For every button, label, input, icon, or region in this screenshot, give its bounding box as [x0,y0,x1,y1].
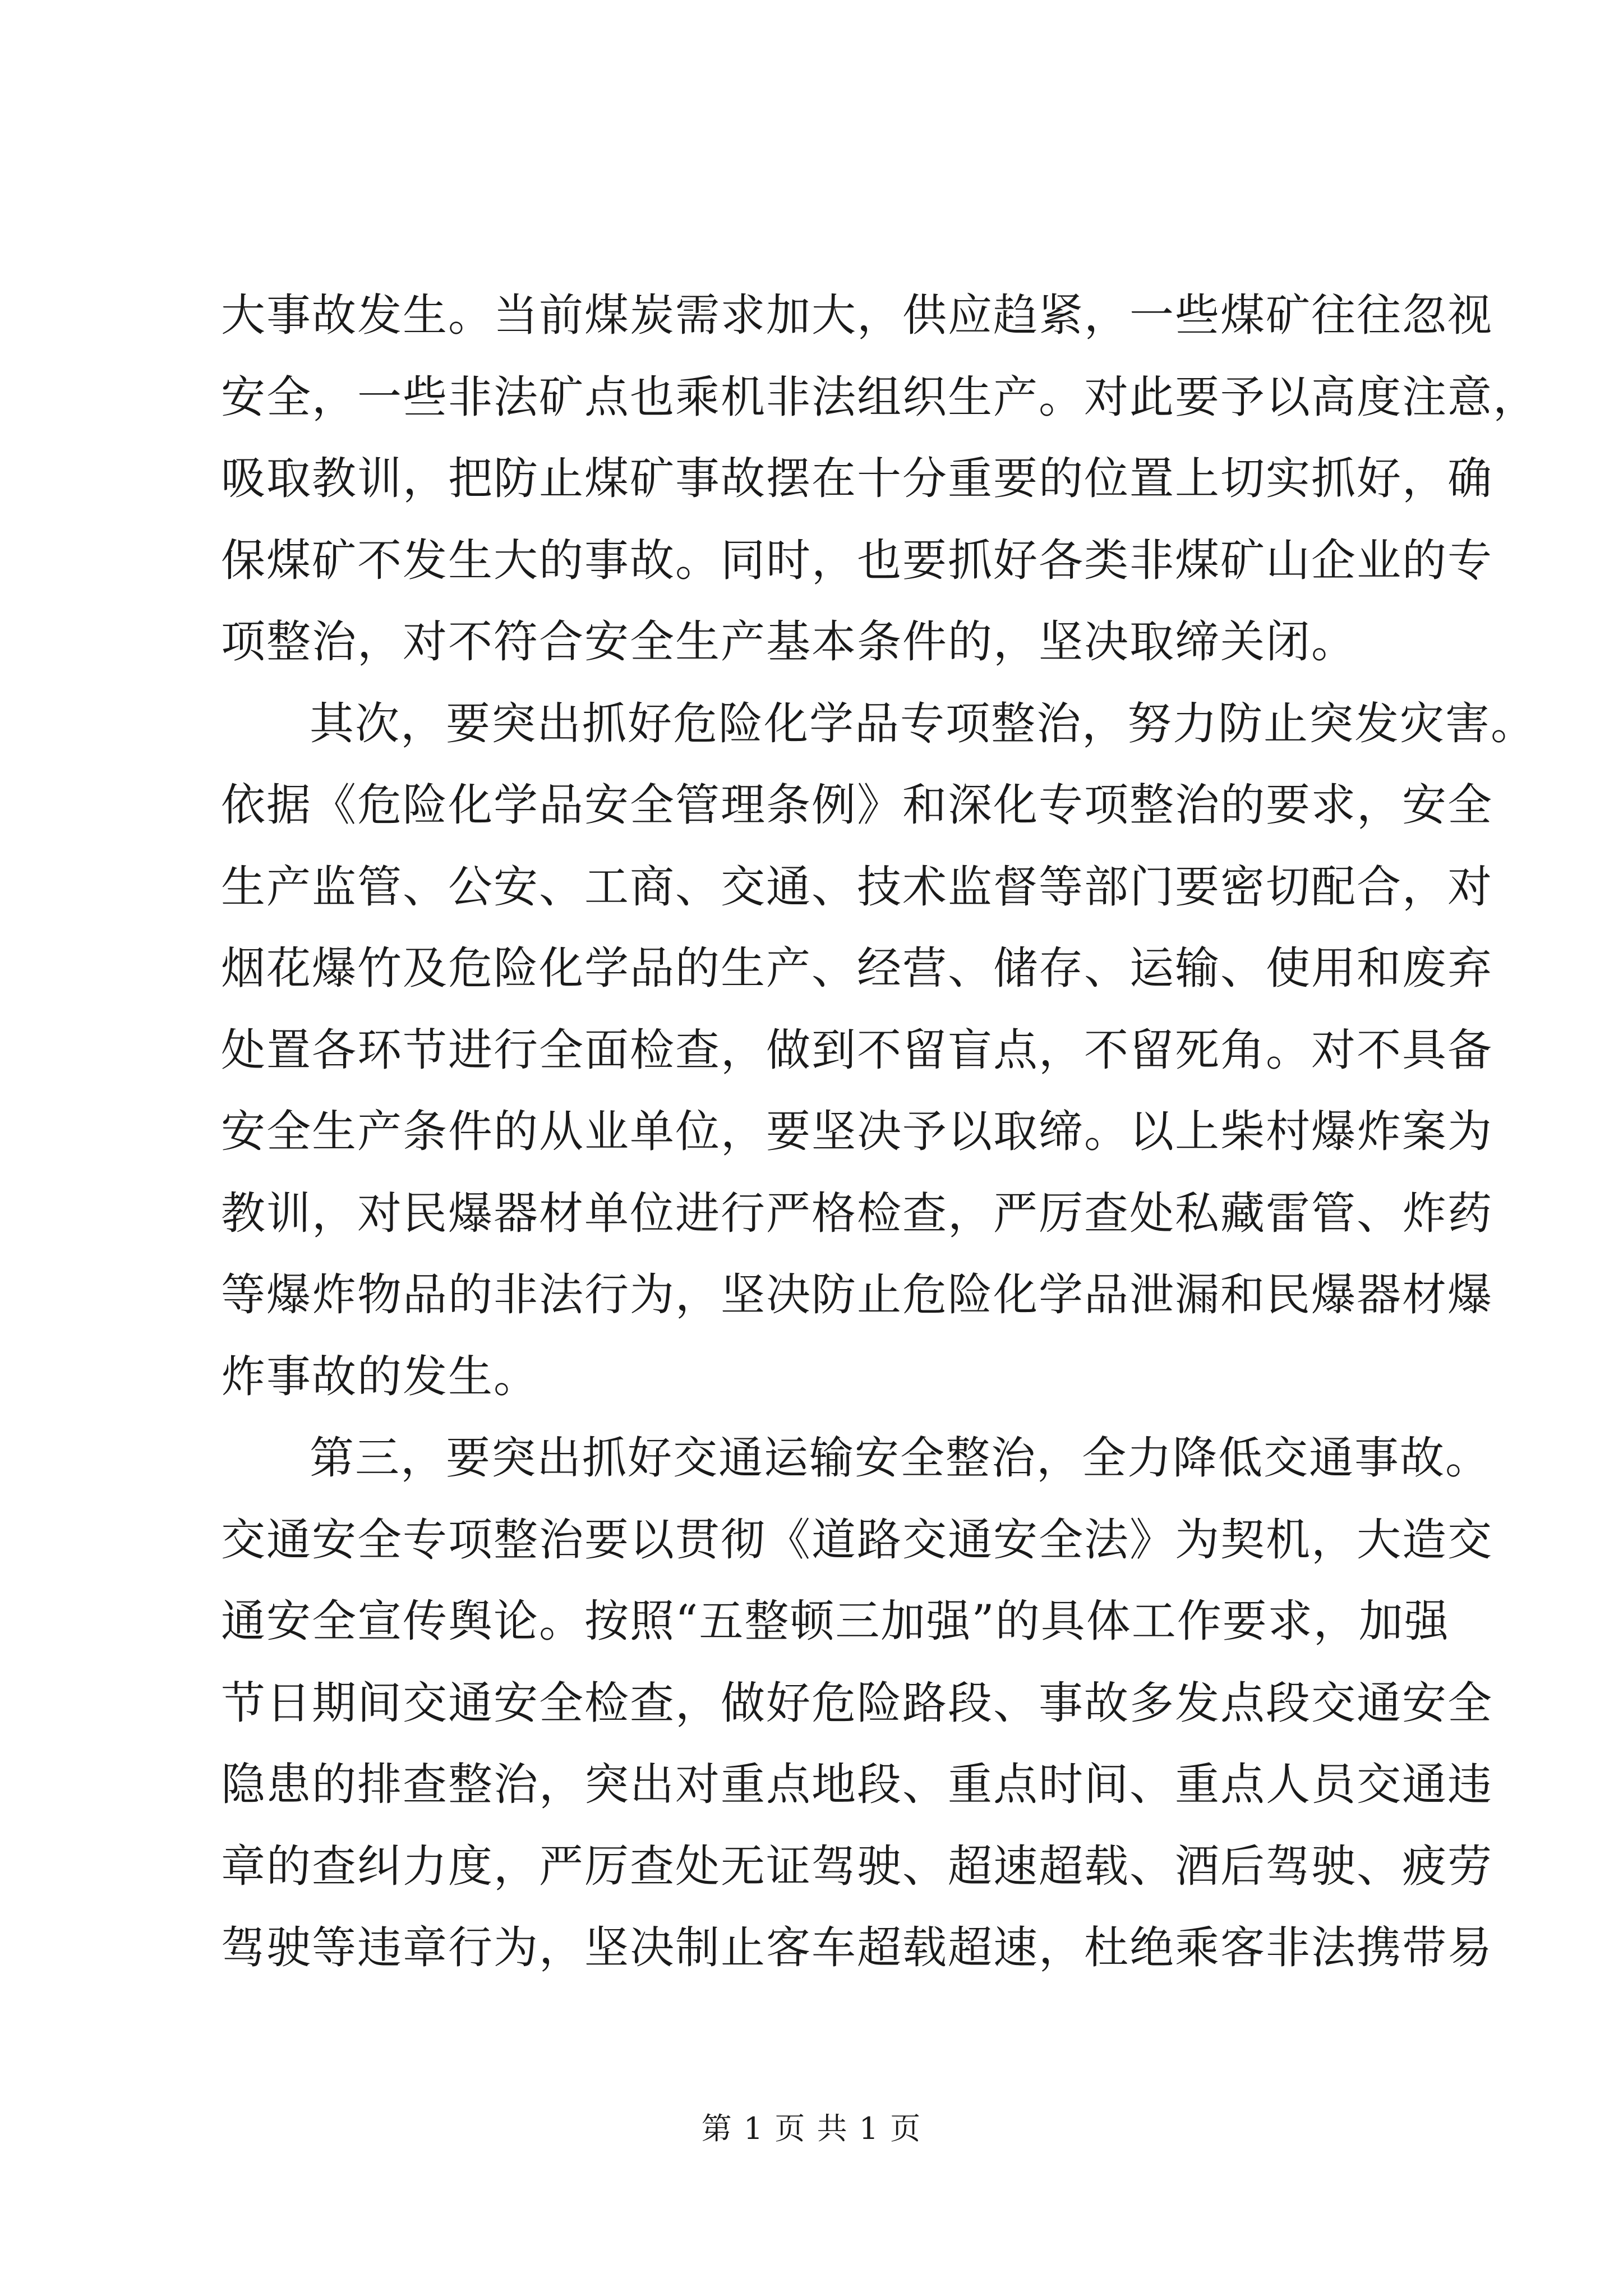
text-line: 保煤矿不发生大的事故。同时，也要抓好各类非煤矿山企业的专 [221,534,1493,586]
text-line: 交通安全专项整治要以贯彻《道路交通安全法》为契机，大造交 [221,1513,1493,1566]
text-line: 大事故发生。当前煤炭需求加大，供应趋紧，一些煤矿往往忽视 [221,289,1493,341]
text-line: 第三，要突出抓好交通运输安全整治，全力降低交通事故。 [310,1432,1491,1484]
body-text [221,275,1538,1989]
text-line: 依据《危险化学品安全管理条例》和深化专项整治的要求，安全 [221,779,1493,831]
text-line: 隐患的排查整治，突出对重点地段、重点时间、重点人员交通违 [221,1759,1493,1810]
text-line: 炸事故的发生。 [221,1350,539,1402]
text-line: 章的查纠力度，严厉查处无证驾驶、超速超载、酒后驾驶、疲劳 [221,1840,1493,1892]
page-footer: 第 1 页 共 1 页 [701,2111,922,2146]
text-line: 节日期间交通安全检查，做好危险路段、事故多发点段交通安全 [221,1677,1493,1729]
text-line: 等爆炸物品的非法行为，坚决防止危险化学品泄漏和民爆器材爆 [221,1269,1493,1320]
text-line: 吸取教训，把防止煤矿事故摆在十分重要的位置上切实抓好，确 [221,453,1493,504]
text-line: 项整治，对不符合安全生产基本条件的，坚决取缔关闭。 [221,616,1357,668]
text-line: 其次，要突出抓好危险化学品专项整治，努力防止突发灾害。 [310,697,1536,749]
text-line: 处置各环节进行全面检查，做到不留盲点，不留死角。对不具备 [221,1024,1493,1076]
text-line: 生产监管、公安、工商、交通、技术监督等部门要密切配合，对 [221,861,1493,913]
text-line: 安全，一些非法矿点也乘机非法组织生产。对此要予以高度注意， [221,371,1538,423]
text-line: 教训，对民爆器材单位进行严格检查，严厉查处私藏雷管、炸药 [221,1187,1493,1239]
text-line: 安全生产条件的从业单位，要坚决予以取缔。以上柴村爆炸案为 [221,1106,1493,1157]
text-line: 驾驶等违章行为，坚决制止客车超载超速，杜绝乘客非法携带易 [221,1922,1493,1973]
text-line: 烟花爆竹及危险化学品的生产、经营、储存、运输、使用和废弃 [221,942,1493,994]
text-line: 通安全宣传舆论。按照“五整顿三加强”的具体工作要求，加强 [221,1595,1450,1647]
